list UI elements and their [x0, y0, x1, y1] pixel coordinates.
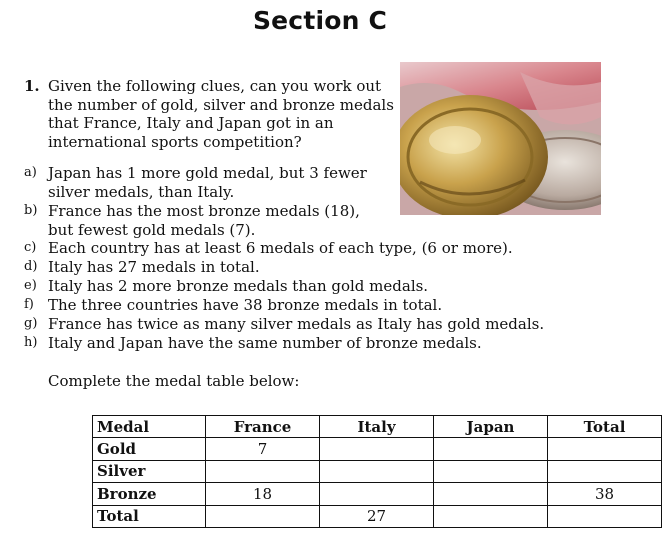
header-cell: Medal	[93, 416, 206, 438]
table-row	[93, 460, 662, 482]
gold-medals-photo-icon	[400, 62, 601, 215]
clue-label: h)	[24, 335, 38, 350]
table-row	[93, 505, 662, 527]
clue-label: d)	[24, 259, 38, 274]
table-cell[interactable]	[548, 438, 662, 460]
clue-text: France has twice as many silver medals as Italy has gold medals.	[48, 315, 545, 333]
header-cell: Italy	[320, 416, 434, 438]
table-cell[interactable]	[434, 460, 548, 482]
row-label: Gold	[93, 438, 206, 460]
row-label: Total	[93, 505, 206, 527]
table-row	[93, 438, 662, 460]
row-label: Bronze	[93, 483, 206, 505]
clue-text: Each country has at least 6 medals of each type, (6 or more).	[48, 239, 513, 257]
table-instruction: Complete the medal table below:	[48, 372, 300, 390]
clue-label: f)	[24, 297, 34, 312]
section-title: Section C	[252, 6, 388, 35]
table-cell[interactable]	[434, 483, 548, 505]
table-header-row	[93, 416, 662, 438]
table-cell[interactable]: 27	[320, 505, 434, 527]
clue-text: The three countries have 38 bronze medals in total.	[48, 296, 443, 314]
clue-label: b)	[24, 203, 38, 218]
clue-text: France has the most bronze medals (18), but fewest gold medals (7).	[48, 202, 360, 239]
table-cell[interactable]	[320, 483, 434, 505]
clue-label: c)	[24, 240, 37, 255]
clue-text: Italy and Japan have the same number of bronze medals.	[48, 334, 482, 352]
clue-label: a)	[24, 165, 37, 180]
table-cell[interactable]	[206, 505, 320, 527]
clue-label: g)	[24, 316, 38, 331]
header-cell: Total	[548, 416, 662, 438]
table-cell[interactable]: 7	[206, 438, 320, 460]
header-cell: Japan	[434, 416, 548, 438]
table-cell[interactable]	[548, 505, 662, 527]
table-cell[interactable]	[548, 460, 662, 482]
clue-text: Japan has 1 more gold medal, but 3 fewer silver medals, than Italy.	[48, 164, 367, 201]
table-cell[interactable]	[434, 505, 548, 527]
row-label: Silver	[93, 460, 206, 482]
question-intro: Given the following clues, can you work out the number of gold, silver and bronze medals that France, Italy and Japan got in an international sports competition?	[48, 77, 394, 151]
table-cell[interactable]	[320, 438, 434, 460]
table-cell[interactable]: 38	[548, 483, 662, 505]
question-number: 1.	[24, 77, 40, 95]
medal-table	[92, 415, 662, 528]
clue-label: e)	[24, 278, 37, 293]
table-row	[93, 483, 662, 505]
header-cell: France	[206, 416, 320, 438]
clue-text: Italy has 27 medals in total.	[48, 258, 260, 276]
table-cell[interactable]	[434, 438, 548, 460]
table-cell[interactable]: 18	[206, 483, 320, 505]
clue-text: Italy has 2 more bronze medals than gold medals.	[48, 277, 429, 295]
table-cell[interactable]	[320, 460, 434, 482]
medals-illustration	[400, 62, 601, 215]
table-cell[interactable]	[206, 460, 320, 482]
